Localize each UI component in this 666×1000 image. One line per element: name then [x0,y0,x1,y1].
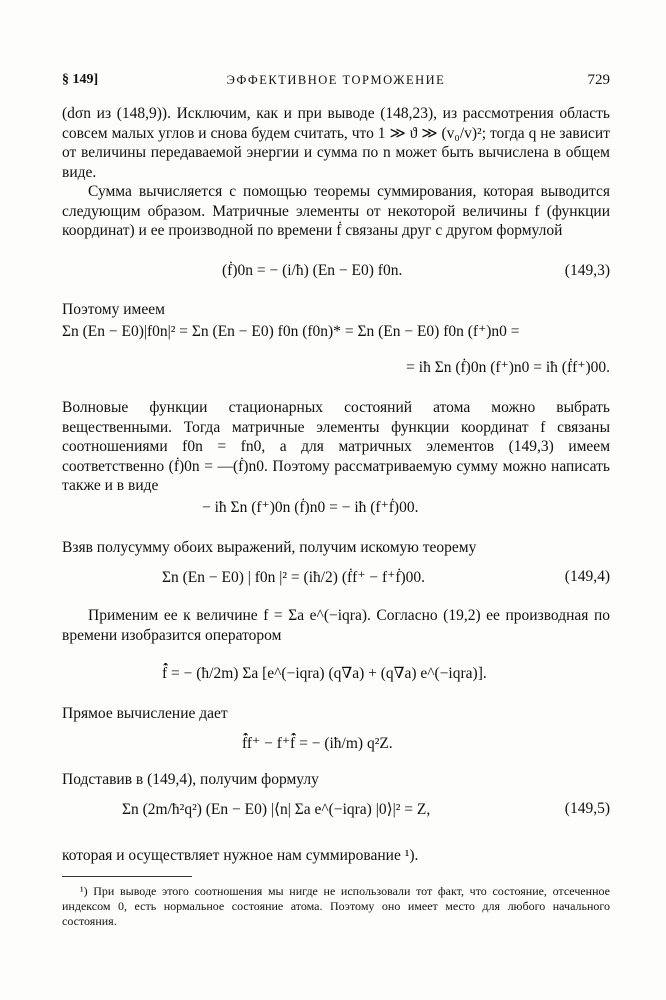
equation-number: (149,5) [564,800,610,817]
paragraph-1: (dσn из (148,9)). Исключим, как и при выводе (148,23), из рассмотрения область совсем малых углов и снова будем считать, что 1 ≫ ϑ ≫ (v₀/v)²; тогда q не зависит от величины передаваемой энергии и сумма по n может быть вычислена в общем виде. [62,105,610,181]
equation-sum-line-2: = iħ Σn (ḟ)0n (f⁺)n0 = iħ (ḟf⁺)00. [406,359,610,376]
equation-number: (149,3) [564,262,610,279]
paragraph-3: Поэтому имеем [62,301,165,318]
page-header [62,72,610,92]
equation-149-3: (ḟ)0n = − (i/ħ) (En − E0) f0n. (149,3) [222,262,610,279]
equation-149-5: Σn (2m/ħ²q²) (En − E0) |⟨n| Σa e^(−iqra) |0⟩|² = Z, (149,5) [122,800,610,818]
paragraph-5: Взяв полусумму обоих выражений, получим искомую теорему [62,539,477,556]
page-number: 729 [587,72,610,88]
equation-commutator: f̂̇f⁺ − f⁺f̂̇ = − (iħ/m) q²Z. [242,735,393,752]
equation-sum-alt: − iħ Σn (f⁺)0n (ḟ)n0 = − iħ (f⁺ḟ)00. [202,499,419,516]
equation-number: (149,4) [564,568,610,585]
paragraph-8: Подставив в (149,4), получим формулу [62,771,319,788]
footnote: ¹) При выводе этого соотношения мы нигде не использовали тот факт, что состояние, отсеченное индексом 0, есть нормальное состояние атома. Поэтому оно имеет место для любого начального состояния. [62,884,610,928]
paragraph-7: Прямое вычисление дает [62,705,228,722]
equation-operator: f̂̇ = − (ħ/2m) Σa [e^(−iqra) (q∇a) + (q∇a) e^(−iqra)]. [162,665,487,682]
equation-149-4: Σn (En − E0) | f0n |² = (iħ/2) (ḟf⁺ − f⁺ḟ)00. (149,4) [162,568,610,586]
equation-sum-line-1: Σn (En − E0)|f0n|² = Σn (En − E0) f0n (f0n)* = Σn (En − E0) f0n (f⁺)n0 = [62,323,520,340]
footnote-rule [62,876,192,877]
paragraph-2: Сумма вычисляется с помощью теоремы суммирования, которая выводится следующим образом. Матричные элементы от некоторой величины f (функции координат) и ее производной по времени ḟ связаны друг с другом формулой [62,183,610,239]
paragraph-9: которая и осуществляет нужное нам суммирование ¹). [62,847,419,864]
paragraph-4: Волновые функции стационарных состояний атома можно выбрать вещественными. Тогда матричные элементы функции координат f связаны соотношениями f0n = fn0, а для матричных элементов (149,3) имеем соответственно (ḟ)0n = —(ḟ)n0. Поэтому рассматриваемую сумму можно написать также и в виде [62,399,610,494]
section-number: § 149] [62,72,99,87]
running-title: ЭФФЕКТИВНОЕ ТОРМОЖЕНИЕ [226,73,446,87]
paragraph-6: Применим ее к величине f = Σa e^(−iqra). Согласно (19,2) ее производная по времени изобразится оператором [62,607,610,644]
